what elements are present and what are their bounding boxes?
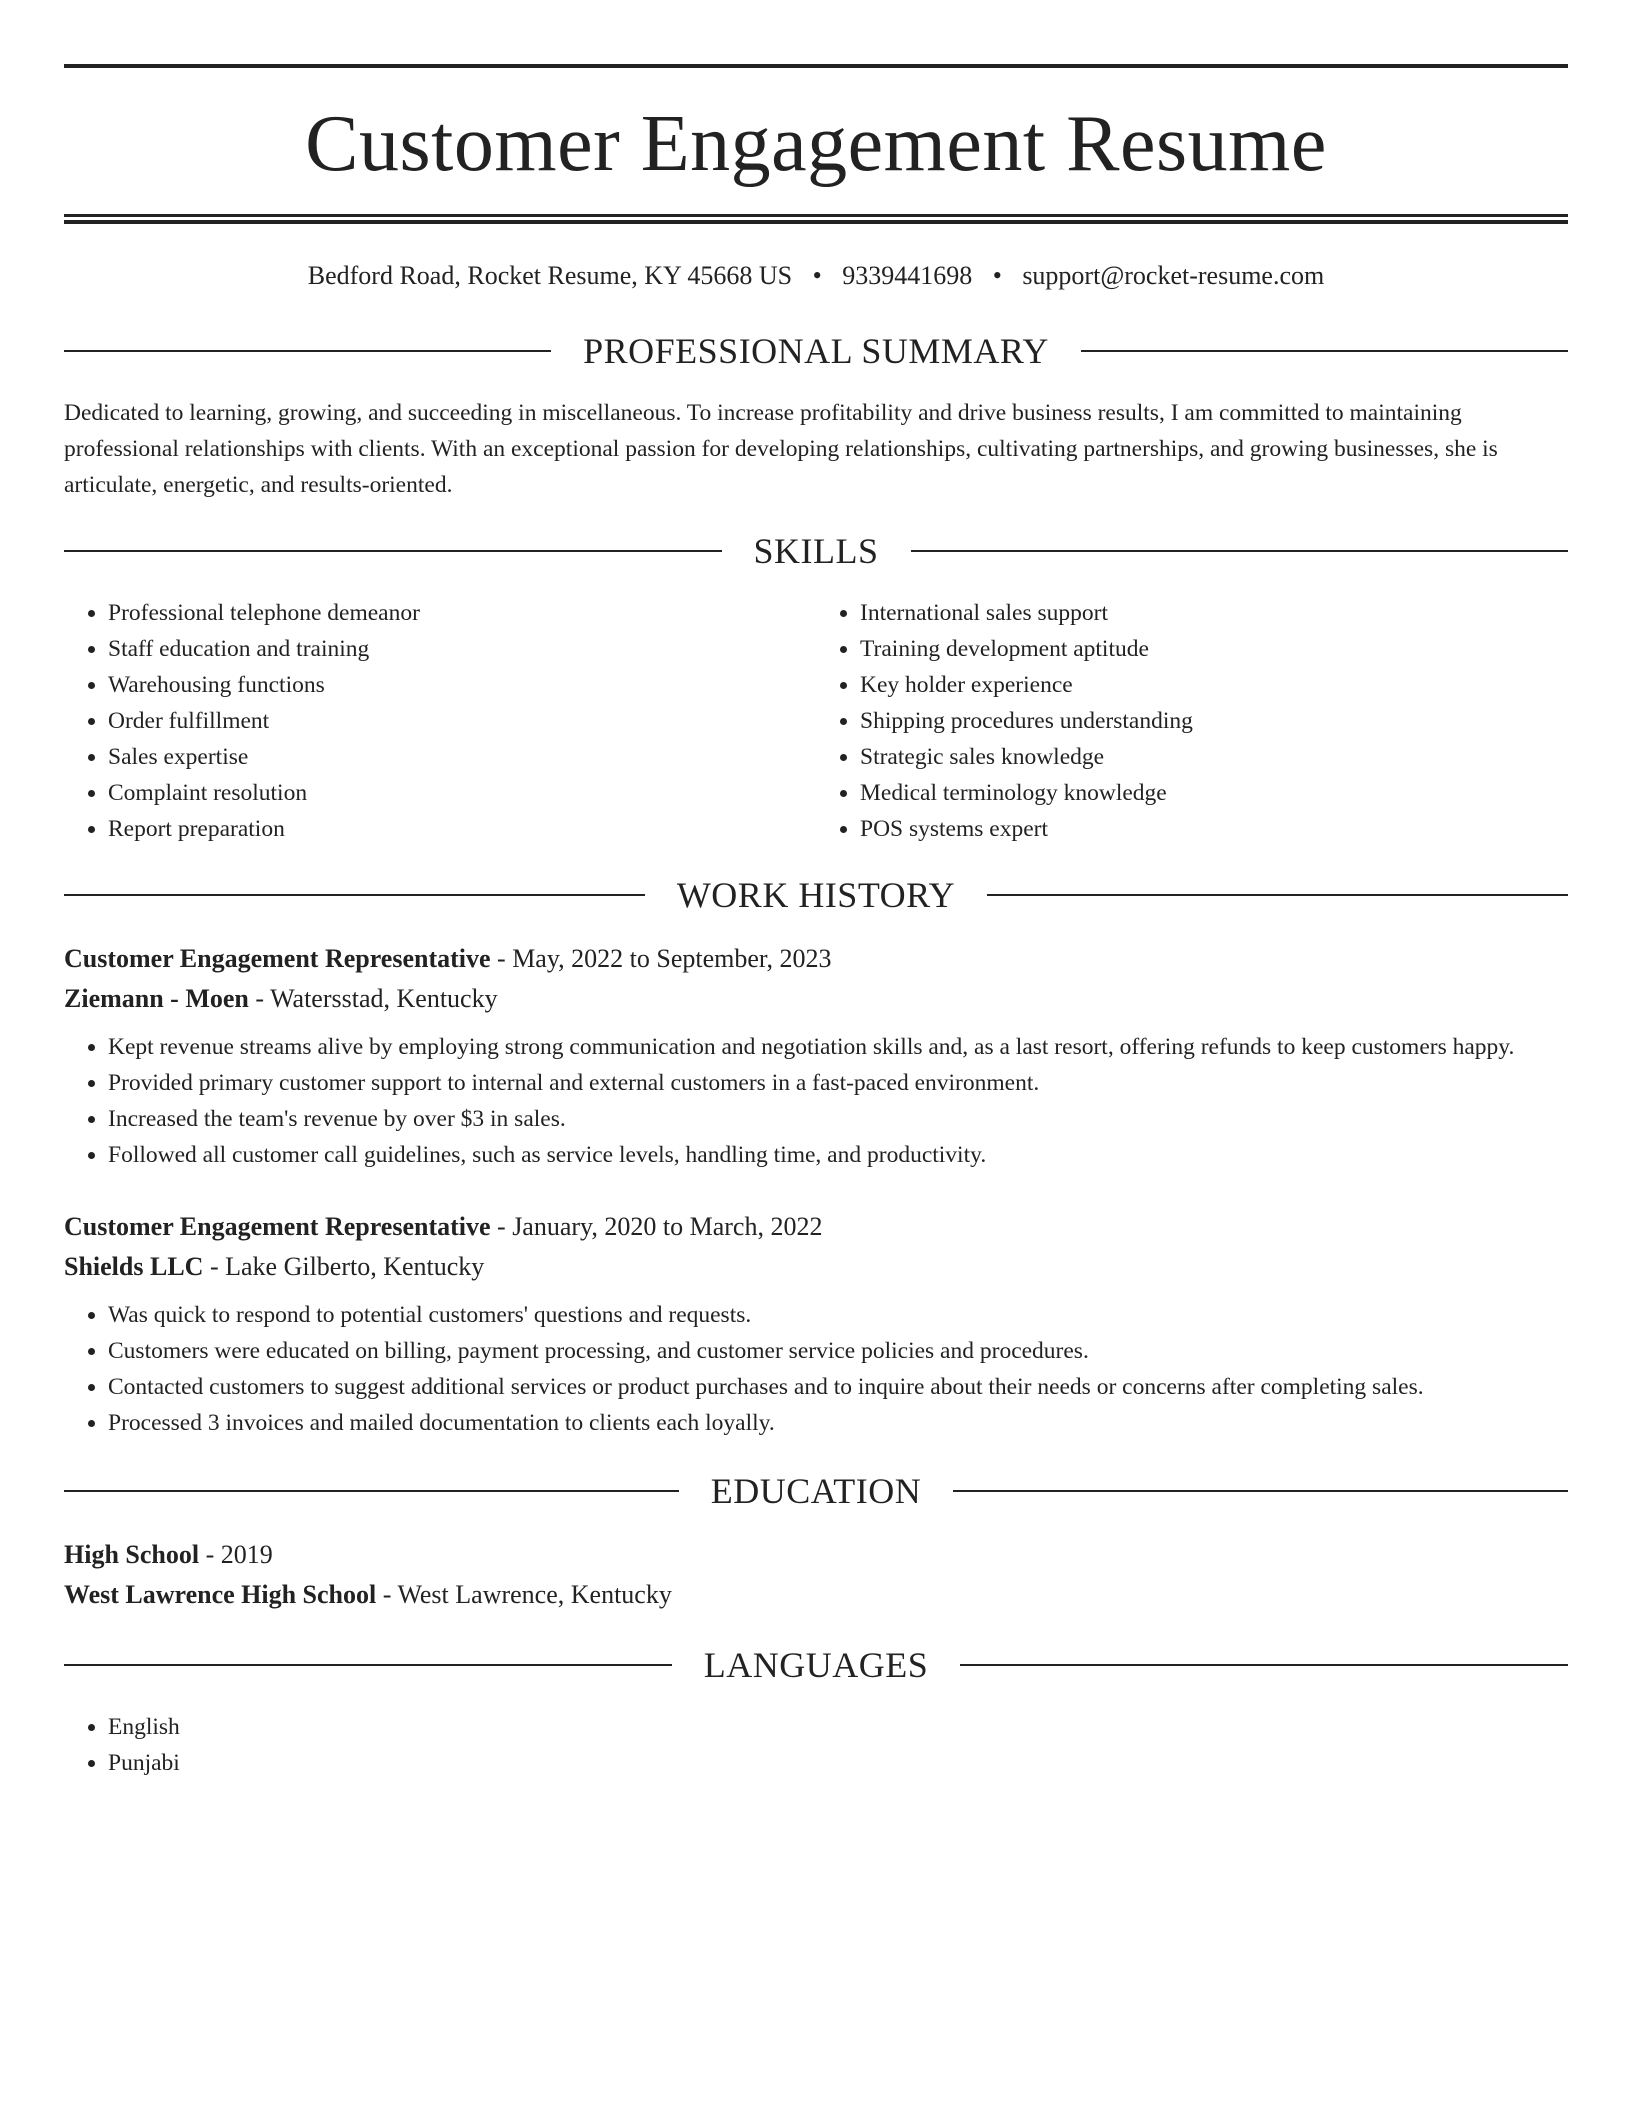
job-bullet: • Kept revenue streams alive by employing strong communication and negotiation skills and, as a last resort, offering refunds to keep customers happy. xyxy=(108,1029,1568,1065)
section-title-work: WORK HISTORY xyxy=(676,875,956,916)
skill-item: • Shipping procedures understanding xyxy=(860,703,1568,739)
job-entry xyxy=(64,939,1568,1173)
skills-list-left xyxy=(64,595,816,847)
job-title-line xyxy=(64,939,1568,979)
language-item: • Punjabi xyxy=(108,1745,1568,1781)
top-rule xyxy=(64,64,1568,68)
skill-item: • International sales support xyxy=(860,595,1568,631)
contact-line xyxy=(64,260,1568,291)
education-degree-line xyxy=(64,1535,1568,1575)
skill-item: • POS systems expert xyxy=(860,811,1568,847)
skill-item: • Training development aptitude xyxy=(860,631,1568,667)
job-dates: - May, 2022 to September, 2023 xyxy=(490,944,832,974)
skill-item: • Sales expertise xyxy=(108,739,816,775)
skills-list-right xyxy=(816,595,1568,847)
job-bullets xyxy=(64,1029,1568,1173)
job-bullet: • Was quick to respond to potential customers' questions and requests. xyxy=(108,1297,1568,1333)
section-rule-right xyxy=(953,1490,1568,1492)
skills-columns xyxy=(64,595,1568,847)
job-bullet: • Provided primary customer support to internal and external customers in a fast-paced environment. xyxy=(108,1065,1568,1101)
skill-item: • Strategic sales knowledge xyxy=(860,739,1568,775)
job-company-line xyxy=(64,979,1568,1019)
job-entry xyxy=(64,1207,1568,1441)
skill-item: • Warehousing functions xyxy=(108,667,816,703)
section-rule-right xyxy=(911,550,1569,552)
languages-list xyxy=(64,1709,1568,1781)
section-rule-left xyxy=(64,1490,679,1492)
education-degree: High School xyxy=(64,1540,200,1570)
job-bullet: • Followed all customer call guidelines, such as service levels, handling time, and productivity. xyxy=(108,1137,1568,1173)
skill-item: • Key holder experience xyxy=(860,667,1568,703)
language-item: • English xyxy=(108,1709,1568,1745)
section-header-work xyxy=(64,875,1568,916)
job-company-line xyxy=(64,1247,1568,1287)
job-bullet: • Processed 3 invoices and mailed documentation to clients each loyally. xyxy=(108,1405,1568,1441)
section-title-education: EDUCATION xyxy=(710,1471,922,1512)
resume-title: Customer Engagement Resume xyxy=(305,100,1327,188)
section-rule-left xyxy=(64,550,722,552)
skill-item: • Order fulfillment xyxy=(108,703,816,739)
section-rule-right xyxy=(987,894,1568,896)
contact-separator: • xyxy=(992,261,1002,290)
education-location: - West Lawrence, Kentucky xyxy=(376,1580,672,1610)
job-location: - Lake Gilberto, Kentucky xyxy=(203,1252,485,1282)
skill-item: • Staff education and training xyxy=(108,631,816,667)
job-bullet: • Increased the team's revenue by over $3 in sales. xyxy=(108,1101,1568,1137)
skill-item: • Professional telephone demeanor xyxy=(108,595,816,631)
section-header-skills xyxy=(64,531,1568,572)
section-title-languages: LANGUAGES xyxy=(703,1645,929,1686)
skill-item: • Report preparation xyxy=(108,811,816,847)
section-header-summary xyxy=(64,331,1568,372)
skill-item: • Medical terminology knowledge xyxy=(860,775,1568,811)
section-title-skills: SKILLS xyxy=(753,531,879,572)
education-school-line xyxy=(64,1575,1568,1615)
job-bullet: • Contacted customers to suggest additional services or product purchases and to inquire about their needs or concerns after completing sales. xyxy=(108,1369,1568,1405)
section-rule-left xyxy=(64,1664,672,1666)
title-double-rule xyxy=(64,214,1568,224)
section-title-summary: PROFESSIONAL SUMMARY xyxy=(583,331,1049,372)
contact-address: Bedford Road, Rocket Resume, KY 45668 US xyxy=(307,261,793,290)
section-header-languages xyxy=(64,1645,1568,1686)
job-role: Customer Engagement Representative xyxy=(64,1212,491,1242)
education-school: West Lawrence High School xyxy=(64,1580,377,1610)
job-bullet: • Customers were educated on billing, payment processing, and customer service policies and procedures. xyxy=(108,1333,1568,1369)
section-rule-right xyxy=(1081,350,1568,352)
job-title-line xyxy=(64,1207,1568,1247)
summary-text: Dedicated to learning, growing, and succeeding in miscellaneous. To increase profitability and drive business results, I am committed to maintaining professional relationships with clients. With an exceptional passion for developing relationships, cultivating partnerships, and growing businesses, she is articulate, energetic, and results-oriented. xyxy=(64,400,1498,499)
section-header-education xyxy=(64,1471,1568,1512)
job-company: Shields LLC xyxy=(64,1252,204,1282)
skill-item: • Complaint resolution xyxy=(108,775,816,811)
section-rule-left xyxy=(64,894,645,896)
contact-email: support@rocket-resume.com xyxy=(1022,261,1325,290)
job-dates: - January, 2020 to March, 2022 xyxy=(490,1212,823,1242)
job-bullets xyxy=(64,1297,1568,1441)
education-year: - 2019 xyxy=(199,1540,273,1570)
section-rule-left xyxy=(64,350,551,352)
contact-phone: 9339441698 xyxy=(842,261,973,290)
contact-separator: • xyxy=(812,261,822,290)
job-company: Ziemann - Moen xyxy=(64,984,249,1014)
job-role: Customer Engagement Representative xyxy=(64,944,491,974)
job-location: - Watersstad, Kentucky xyxy=(248,984,498,1014)
section-rule-right xyxy=(960,1664,1568,1666)
